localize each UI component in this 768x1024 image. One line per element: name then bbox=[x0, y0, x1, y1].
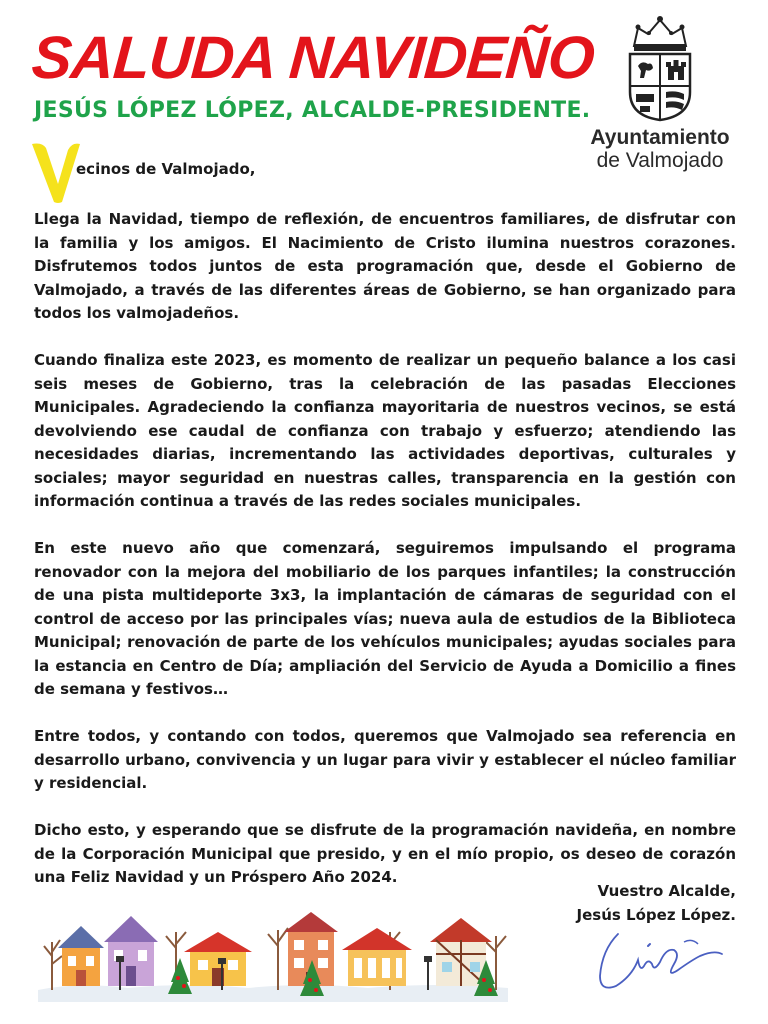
letter-body bbox=[34, 208, 736, 913]
paragraph: Llega la Navidad, tiempo de reflexión, de encuentros familiares, de disfrutar con la familia y los amigos. El Nacimiento de Cristo ilumina nuestros corazones. Disfrutemos todos juntos de esta programación que, desde el Gobierno de Valmojado, a través de las diferentes áreas de Gobierno, se han organizado para todos los valmojadeños. bbox=[34, 210, 736, 322]
coat-of-arms-icon bbox=[620, 14, 700, 122]
handwritten-signature bbox=[588, 920, 728, 1000]
closing: Vuestro Alcalde, bbox=[597, 882, 736, 900]
logo-line1: Ayuntamiento bbox=[590, 126, 730, 149]
paragraph: Entre todos, y contando con todos, queremos que Valmojado sea referencia en desarrollo urbano, convivencia y un lugar para vivir y establecer el núcleo familiar y residencial. bbox=[34, 727, 736, 792]
page-title: SALUDA NAVIDEÑO bbox=[29, 24, 597, 91]
salutation: ecinos de Valmojado, bbox=[76, 160, 256, 178]
page-subtitle: JESÚS LÓPEZ LÓPEZ, ALCALDE-PRESIDENTE. bbox=[34, 98, 591, 123]
christmas-village-illustration bbox=[38, 902, 508, 1002]
signer-name: Jesús López López. bbox=[576, 905, 736, 924]
logo-line2: de Valmojado bbox=[596, 149, 724, 172]
municipal-logo bbox=[580, 14, 740, 174]
paragraph: Cuando finaliza este 2023, es momento de realizar un pequeño balance a los casi seis meses de Gobierno, tras la celebración de las pasadas Elecciones Municipales. Agradeciendo la confianza mayoritaria de nuestros vecinos, se está devolviendo ese caudal de confianza con trabajo y esfuerzo; atendiendo las necesidades diarias, incrementando las actividades deportivas, culturales y sociales; mayor seguridad en nuestras calles, transparencia en la gestión con información continua a través de las redes sociales municipales. bbox=[34, 351, 736, 510]
paragraph: En este nuevo año que comenzará, seguiremos impulsando el programa renovador con la mejora del mobiliario de los parques infantiles; la construcción de una pista multideporte 3x3, la implantación de cámaras de seguridad con el control de acceso por las principales vías; nueva aula de estudios de la Biblioteca Municipal; renovación de parte de los vehículos municipales; ayudas sociales para la estancia en Centro de Día; ampliación del Servicio de Ayuda a Domicilio a fines de semana y festivos… bbox=[34, 539, 736, 698]
paragraph: Dicho esto, y esperando que se disfrute de la programación navideña, en nombre de la Corporación Municipal que presido, y en el mío propio, os deseo de corazón una Feliz Navidad y un Próspero Año 2024. bbox=[34, 821, 736, 886]
